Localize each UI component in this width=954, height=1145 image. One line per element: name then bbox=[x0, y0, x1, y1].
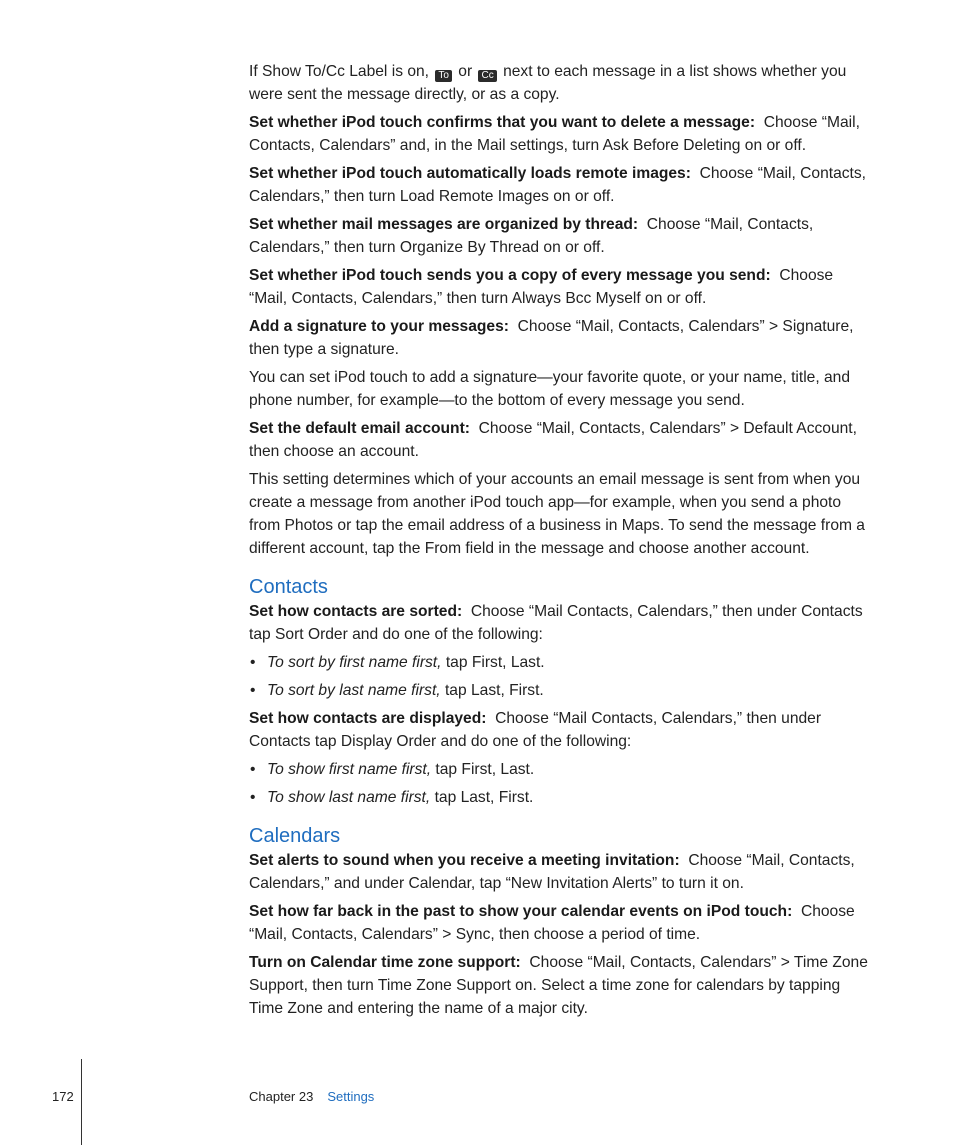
default-account-note: This setting determines which of your accounts an email message is sent from when you create a message from another iPod touch app—for example, when you send a photo from Photos or tap the email address of a business in Maps. To send the message from a different account, tap the From field in the message and choose another account. bbox=[249, 471, 865, 557]
intro-text: If Show To/Cc Label is on, bbox=[249, 63, 430, 80]
signature-note: You can set iPod touch to add a signature—your favorite quote, or your name, title, and phone number, for example—to the bottom of every message you send. bbox=[249, 369, 851, 409]
setting-delete-confirm: Set whether iPod touch confirms that you want to delete a message: Choose “Mail, Contacts, Calendars” and, in the Mail settings, turn Ask Before Deleting on or off. bbox=[249, 114, 860, 154]
footer-divider bbox=[81, 1059, 82, 1145]
bullet-icon: • bbox=[250, 761, 256, 778]
bullet-icon: • bbox=[250, 789, 256, 806]
setting-signature: Add a signature to your messages: Choose “Mail, Contacts, Calendars” > Signature, then type a signature. bbox=[249, 318, 854, 358]
list-item: • To sort by first name first, tap First, Last. bbox=[249, 651, 874, 674]
contacts-sorted: Set how contacts are sorted: Choose “Mail Contacts, Calendars,” then under Contacts tap Sort Order and do one of the following: bbox=[249, 603, 863, 643]
to-cc-paragraph bbox=[249, 60, 874, 106]
page-body bbox=[249, 60, 874, 1025]
chapter-name-link[interactable]: Settings bbox=[327, 1089, 375, 1104]
calendar-invitation-alerts: Set alerts to sound when you receive a meeting invitation: Choose “Mail, Contacts, Calendars,” and under Calendar, tap “New Invitation Alerts” to turn it on. bbox=[249, 852, 855, 892]
cc-label-icon: Cc bbox=[478, 70, 496, 82]
calendar-time-zone: Turn on Calendar time zone support: Choose “Mail, Contacts, Calendars” > Time Zone Support, then turn Time Zone Support on. Select a time zone for calendars by tapping Time Zone and entering the name of a major city. bbox=[249, 954, 868, 1017]
bullet-icon: • bbox=[250, 654, 256, 671]
list-item: • To sort by last name first, tap Last, First. bbox=[249, 679, 874, 702]
calendar-sync-period: Set how far back in the past to show your calendar events on iPod touch: Choose “Mail, Contacts, Calendars” > Sync, then choose a period of time. bbox=[249, 903, 855, 943]
setting-bcc: Set whether iPod touch sends you a copy of every message you send: Choose “Mail, Contacts, Calendars,” then turn Always Bcc Myself on or off. bbox=[249, 267, 834, 307]
footer-chapter bbox=[249, 1089, 374, 1104]
list-item: • To show last name first, tap Last, First. bbox=[249, 786, 874, 809]
contacts-heading: Contacts bbox=[249, 576, 328, 598]
chapter-label: Chapter 23 bbox=[249, 1089, 314, 1104]
setting-default-account: Set the default email account: Choose “Mail, Contacts, Calendars” > Default Account, then choose an account. bbox=[249, 420, 857, 460]
to-label-icon: To bbox=[435, 70, 452, 82]
calendars-heading: Calendars bbox=[249, 825, 341, 847]
page-number: 172 bbox=[52, 1089, 74, 1104]
intro-text-end: next to each message in a list shows whether you were sent the message directly, or as a copy. bbox=[249, 63, 847, 103]
setting-remote-images: Set whether iPod touch automatically loads remote images: Choose “Mail, Contacts, Calendars,” then turn Load Remote Images on or off. bbox=[249, 165, 867, 205]
list-item: • To show first name first, tap First, Last. bbox=[249, 758, 874, 781]
setting-thread: Set whether mail messages are organized by thread: Choose “Mail, Contacts, Calendars,” then turn Organize By Thread on or off. bbox=[249, 216, 814, 256]
contacts-displayed: Set how contacts are displayed: Choose “Mail Contacts, Calendars,” then under Contacts tap Display Order and do one of the following: bbox=[249, 710, 822, 750]
intro-or: or bbox=[458, 63, 473, 80]
bullet-icon: • bbox=[250, 682, 256, 699]
